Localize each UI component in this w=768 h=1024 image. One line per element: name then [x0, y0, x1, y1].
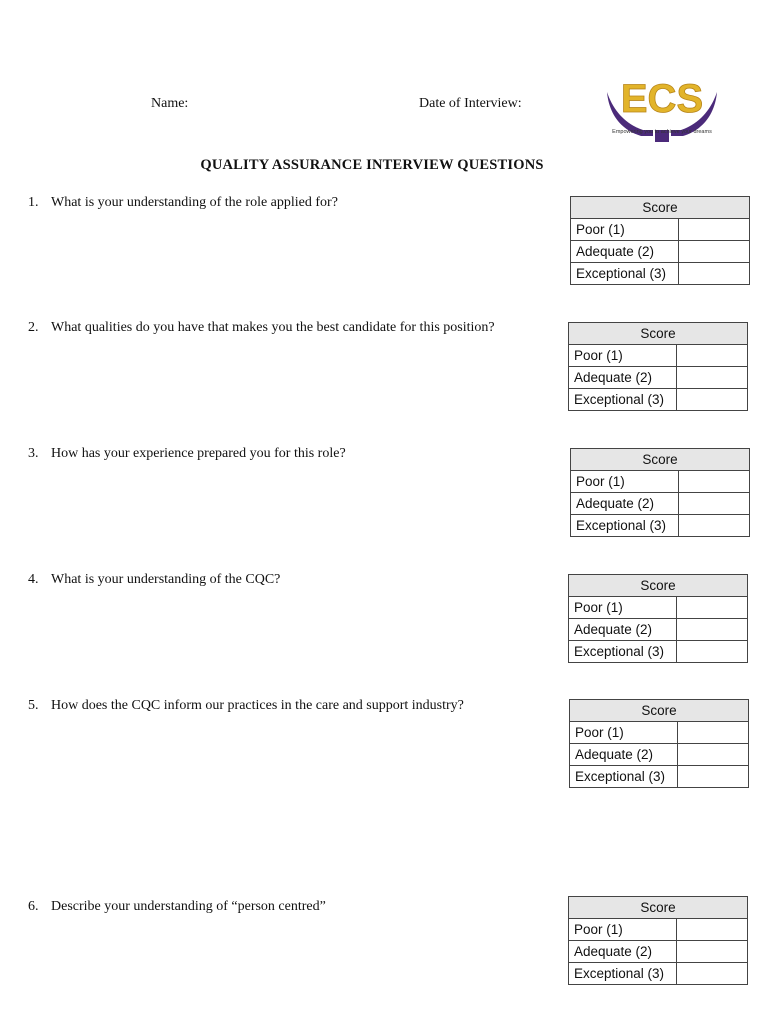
question-number: 3.	[28, 446, 39, 461]
question-text: What is your understanding of the role applied for?	[51, 195, 338, 210]
score-exceptional-label: Exceptional (3)	[571, 515, 679, 537]
score-poor-label: Poor (1)	[571, 219, 679, 241]
question-1	[28, 195, 338, 211]
score-adequate-cell[interactable]	[677, 941, 748, 963]
score-header: Score	[571, 449, 750, 471]
question-text: How has your experience prepared you for this role?	[51, 446, 346, 461]
score-poor-label: Poor (1)	[569, 345, 677, 367]
score-exceptional-label: Exceptional (3)	[570, 766, 678, 788]
question-number: 2.	[28, 320, 39, 335]
score-adequate-label: Adequate (2)	[571, 241, 679, 263]
date-of-interview-label: Date of Interview:	[419, 96, 522, 111]
score-exceptional-cell[interactable]	[679, 515, 750, 537]
score-table-4	[568, 574, 748, 663]
score-adequate-cell[interactable]	[678, 744, 749, 766]
score-poor-cell[interactable]	[678, 722, 749, 744]
score-poor-cell[interactable]	[679, 219, 750, 241]
score-table-5	[569, 699, 749, 788]
score-adequate-label: Adequate (2)	[569, 367, 677, 389]
question-number: 5.	[28, 698, 39, 713]
score-header: Score	[569, 897, 748, 919]
name-label: Name:	[151, 96, 189, 111]
score-exceptional-cell[interactable]	[677, 389, 748, 411]
score-exceptional-cell[interactable]	[679, 263, 750, 285]
score-poor-label: Poor (1)	[569, 597, 677, 619]
score-poor-cell[interactable]	[679, 471, 750, 493]
score-table-1	[570, 196, 750, 285]
question-text: What is your understanding of the CQC?	[51, 572, 281, 587]
score-table-2	[568, 322, 748, 411]
score-exceptional-label: Exceptional (3)	[569, 641, 677, 663]
question-text: Describe your understanding of “person centred”	[51, 899, 326, 914]
score-poor-label: Poor (1)	[571, 471, 679, 493]
page-title: QUALITY ASSURANCE INTERVIEW QUESTIONS	[200, 157, 544, 173]
score-adequate-label: Adequate (2)	[570, 744, 678, 766]
score-adequate-label: Adequate (2)	[569, 941, 677, 963]
score-poor-label: Poor (1)	[570, 722, 678, 744]
logo-tagline: Empowering you to achieve your dreams	[612, 129, 712, 135]
score-adequate-label: Adequate (2)	[569, 619, 677, 641]
ecs-logo	[603, 66, 721, 142]
question-number: 4.	[28, 572, 39, 587]
score-adequate-cell[interactable]	[677, 367, 748, 389]
score-header: Score	[571, 197, 750, 219]
score-exceptional-cell[interactable]	[678, 766, 749, 788]
question-6	[28, 899, 326, 915]
score-poor-cell[interactable]	[677, 597, 748, 619]
logo-text: ECS	[620, 77, 704, 121]
question-text: What qualities do you have that makes you the best candidate for this position?	[51, 320, 495, 335]
score-exceptional-label: Exceptional (3)	[569, 389, 677, 411]
score-exceptional-cell[interactable]	[677, 641, 748, 663]
score-exceptional-label: Exceptional (3)	[571, 263, 679, 285]
score-poor-label: Poor (1)	[569, 919, 677, 941]
score-exceptional-cell[interactable]	[677, 963, 748, 985]
score-table-3	[570, 448, 750, 537]
score-poor-cell[interactable]	[677, 345, 748, 367]
score-header: Score	[570, 700, 749, 722]
score-adequate-label: Adequate (2)	[571, 493, 679, 515]
question-2	[28, 320, 495, 336]
question-5	[28, 698, 464, 714]
question-number: 1.	[28, 195, 39, 210]
score-adequate-cell[interactable]	[679, 241, 750, 263]
score-header: Score	[569, 323, 748, 345]
question-text: How does the CQC inform our practices in the care and support industry?	[51, 698, 464, 713]
question-3	[28, 446, 346, 462]
score-poor-cell[interactable]	[677, 919, 748, 941]
score-header: Score	[569, 575, 748, 597]
score-table-6	[568, 896, 748, 985]
question-4	[28, 572, 280, 588]
question-number: 6.	[28, 899, 39, 914]
score-exceptional-label: Exceptional (3)	[569, 963, 677, 985]
score-adequate-cell[interactable]	[677, 619, 748, 641]
score-adequate-cell[interactable]	[679, 493, 750, 515]
